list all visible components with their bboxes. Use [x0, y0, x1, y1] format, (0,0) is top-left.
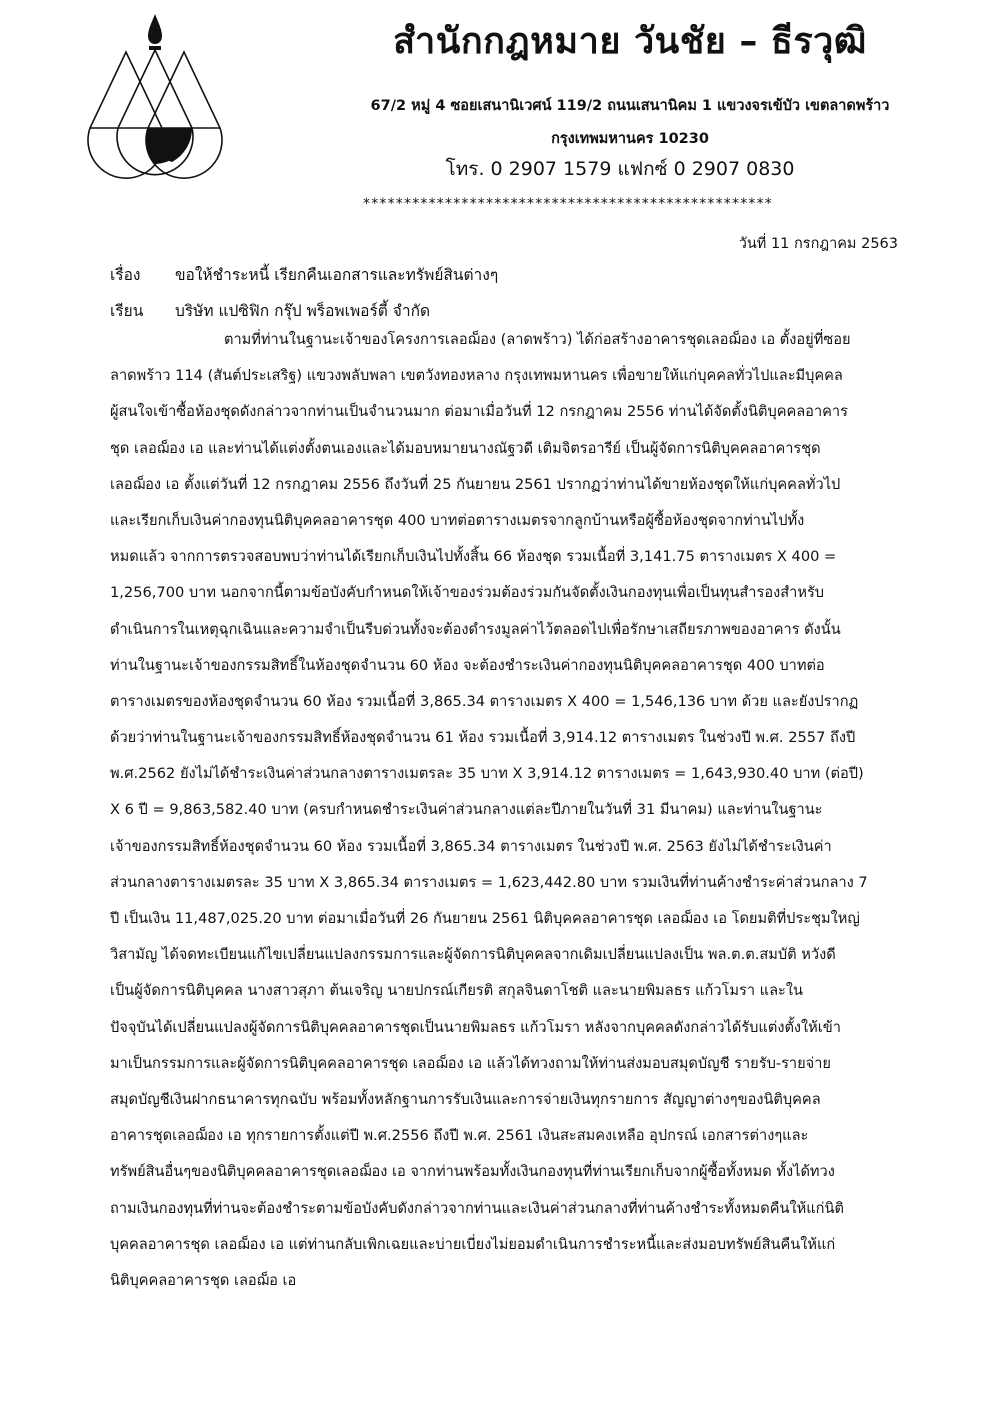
subject-row — [110, 262, 498, 287]
body-line: ผู้สนใจเข้าซื้อห้องชุดดังกล่าวจากท่านเป็นจำนวนมาก ต่อมาเมื่อวันที่ 12 กรกฎาคม 2556 ท่านได้จัดตั้งนิติบุคคลอาคาร — [110, 403, 848, 421]
body-line: เจ้าของกรรมสิทธิ์ห้องชุดจำนวน 60 ห้อง รวมเนื้อที่ 3,865.34 ตารางเมตร ในช่วงปี พ.ศ. 2563 ยังไม่ได้ชำระเงินค่า — [110, 837, 832, 855]
body-line: หมดแล้ว จากการตรวจสอบพบว่าท่านได้เรียกเก็บเงินไปทั้งสิ้น 66 ห้องชุด รวมเนื้อที่ 3,141.75 ตารางเมตร X 400 = — [110, 548, 837, 566]
body-line: ตามที่ท่านในฐานะเจ้าของโครงการเลอฌ็อง (ลาดพร้าว) ได้ก่อสร้างอาคารชุดเลอฌ็อง เอ ตั้งอยู่ที่ซอย — [224, 331, 851, 348]
body-line: อาคารชุดเลอฌ็อง เอ ทุกรายการตั้งแต่ปี พ.ศ.2556 ถึงปี พ.ศ. 2561 เงินสะสมคงเหลือ อุปกรณ์ เอกสารต่างๆและ — [110, 1127, 809, 1145]
body-line: ปัจจุบันได้เปลี่ยนแปลงผู้จัดการนิติบุคคลอาคารชุดเป็นนายพิมลธร แก้วโมรา หลังจากบุคคลดังกล่าวได้รับแต่งตั้งให้เข้า — [110, 1018, 841, 1036]
body-line: ด้วยว่าท่านในฐานะเจ้าของกรรมสิทธิ์ห้องชุดจำนวน 61 ห้อง รวมเนื้อที่ 3,914.12 ตารางเมตร ในช่วงปี พ.ศ. 2557 ถึงปี — [110, 729, 856, 747]
letter-body — [110, 322, 910, 1299]
firm-name: สำนักกฎหมาย วันชัย – ธีรวุฒิ — [393, 21, 867, 62]
body-line: ส่วนกลางตารางเมตรละ 35 บาท X 3,865.34 ตารางเมตร = 1,623,442.80 บาท รวมเงินที่ท่านค้างชำระค่าส่วนกลาง 7 — [110, 873, 868, 891]
subject-label: เรื่อง — [110, 266, 141, 284]
law-office-logo — [76, 10, 316, 180]
body-line: ถามเงินกองทุนที่ท่านจะต้องชำระตามข้อบังคับดังกล่าวจากท่านและเงินค่าส่วนกลางที่ท่านค้างชำระทั้งหมดคืนให้แก่นิติ — [110, 1199, 844, 1217]
recipient-label: เรียน — [110, 302, 144, 320]
body-line: เลอฌ็อง เอ ตั้งแต่วันที่ 12 กรกฎาคม 2556 ถึงวันที่ 25 กันยายน 2561 ปรากฏว่าท่านได้ขายห้องชุดให้แก่บุคคลทั่วไป — [110, 475, 841, 493]
separator: ************************************************** — [363, 196, 773, 212]
recipient-value: บริษัท แปซิฟิก กรุ๊ป พร็อพเพอร์ตี้ จำกัด — [174, 302, 431, 320]
body-line: ลาดพร้าว 114 (สันต์ประเสริฐ) แขวงพลับพลา เขตวังทองหลาง กรุงเทพมหานคร เพื่อขายให้แก่บุคคลทั่วไปและมีบุคคล — [110, 367, 843, 385]
body-line: และเรียกเก็บเงินค่ากองทุนนิติบุคคลอาคารชุด 400 บาทต่อตารางเมตรจากลูกบ้านหรือผู้ซื้อห้องชุดจากท่านไปทั้ง — [110, 511, 805, 529]
body-line: นิติบุคคลอาคารชุด เลอฌ็อ เอ — [110, 1271, 297, 1289]
recipient-row — [110, 298, 430, 323]
body-line: X 6 ปี = 9,863,582.40 บาท (ครบกำหนดชำระเงินค่าส่วนกลางแต่ละปีภายในวันที่ 31 มีนาคม) และท่านในฐานะ — [110, 801, 823, 819]
body-line: บุคคลอาคารชุด เลอฌ็อง เอ แต่ท่านกลับเพิกเฉยและบ่ายเบี่ยงไม่ยอมดำเนินการชำระหนี้และส่งมอบทรัพย์สินคืนให้แก่ — [110, 1235, 836, 1253]
body-line: ปี เป็นเงิน 11,487,025.20 บาท ต่อมาเมื่อวันที่ 26 กันยายน 2561 นิติบุคคลอาคารชุด เลอฌ็อง เอ โดยมติที่ประชุมใหญ่ — [110, 910, 860, 927]
body-line: พ.ศ.2562 ยังไม่ได้ชำระเงินค่าส่วนกลางตารางเมตรละ 35 บาท X 3,914.12 ตารางเมตร = 1,643,930.40 บาท (ต่อปี) — [110, 765, 864, 783]
body-line: ท่านในฐานะเจ้าของกรรมสิทธิ์ในห้องชุดจำนวน 60 ห้อง จะต้องชำระเงินค่ากองทุนนิติบุคคลอาคารชุด 400 บาทต่อ — [110, 656, 825, 674]
address-line-1: 67/2 หมู่ 4 ซอยเสนานิเวศน์ 119/2 ถนนเสนานิคม 1 แขวงจรเข้บัว เขตลาดพร้าว — [370, 98, 890, 114]
body-line: ชุด เลอฌ็อง เอ และท่านได้แต่งตั้งตนเองและได้มอบหมายนางณัฐวดี เติมจิตรอารีย์ เป็นผู้จัดการนิติบุคคลอาคารชุด — [110, 439, 821, 457]
body-line: เป็นผู้จัดการนิติบุคคล นางสาวสุภา ต้นเจริญ นายปกรณ์เกียรติ สกุลจินดาโชติ และนายพิมลธร แก้วโมรา และใน — [110, 982, 803, 1000]
contact-numbers: โทร. 0 2907 1579 แฟกซ์ 0 2907 0830 — [445, 158, 795, 180]
letter-date: วันที่ 11 กรกฎาคม 2563 — [738, 236, 898, 252]
address-line-2: กรุงเทพมหานคร 10230 — [551, 131, 709, 147]
body-line: ดำเนินการในเหตุฉุกเฉินและความจำเป็นรีบด่วนทั้งจะต้องดำรงมูลค่าไว้ตลอดไปเพื่อรักษาเสถียรภาพของอาคาร ดังนั้น — [110, 620, 841, 638]
body-line: ทรัพย์สินอื่นๆของนิติบุคคลอาคารชุดเลอฌ็อง เอ จากท่านพร้อมทั้งเงินกองทุนที่ท่านเรียกเก็บจากผู้ซื้อทั้งหมด ทั้งได้ทวง — [110, 1163, 835, 1181]
body-line: มาเป็นกรรมการและผู้จัดการนิติบุคคลอาคารชุด เลอฌ็อง เอ แล้วได้ทวงถามให้ท่านส่งมอบสมุดบัญชี รายรับ-รายจ่าย — [110, 1054, 831, 1072]
body-line: ตารางเมตรของห้องชุดจำนวน 60 ห้อง รวมเนื้อที่ 3,865.34 ตารางเมตร X 400 = 1,546,136 บาท ด้วย และยังปรากฏ — [110, 692, 859, 710]
body-line: วิสามัญ ได้จดทะเบียนแก้ไขเปลี่ยนแปลงกรรมการและผู้จัดการนิติบุคคลจากเดิมเปลี่ยนแปลงเป็น พล.ต.ต.สมบัติ หวังดี — [110, 946, 836, 964]
body-line: 1,256,700 บาท นอกจากนี้ตามข้อบังคับกำหนดให้เจ้าของร่วมต้องร่วมกันจัดตั้งเงินกองทุนเพื่อเป็นทุนสำรองสำหรับ — [110, 584, 825, 602]
subject-value: ขอให้ชำระหนี้ เรียกคืนเอกสารและทรัพย์สินต่างๆ — [174, 266, 499, 284]
body-line: สมุดบัญชีเงินฝากธนาคารทุกฉบับ พร้อมทั้งหลักฐานการรับเงินและการจ่ายเงินทุกรายการ สัญญาต่างๆของนิติบุคคล — [110, 1090, 821, 1108]
